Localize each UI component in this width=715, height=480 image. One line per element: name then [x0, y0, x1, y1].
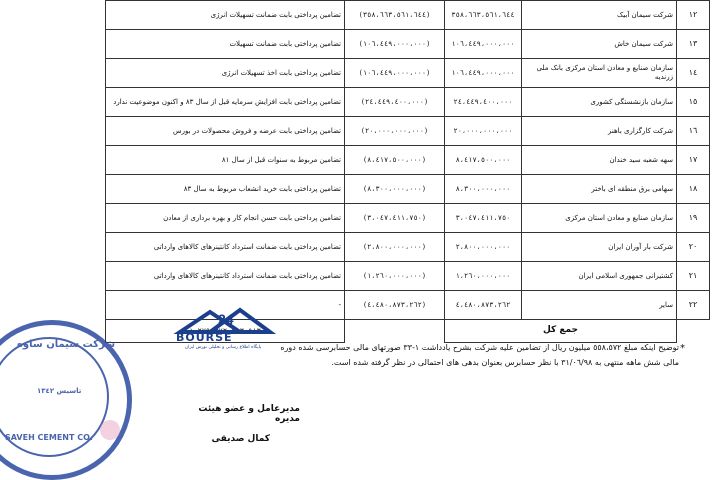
amount-cell: ١٠٦،٤٤٩،٠٠٠،٠٠٠: [445, 59, 522, 88]
provision-cell: (٢،٨٠٠،٠٠٠،٠٠٠): [345, 233, 445, 262]
company-cell: سازمان بازنشستگی کشوری: [522, 88, 677, 117]
signature-block: [180, 404, 300, 444]
provision-cell: (٢٤،٤٤٩،٤٠٠،٠٠٠): [345, 88, 445, 117]
total-value: ١،٢٧٩،٣٧٢،٩٨٣،٥١٣: [106, 320, 345, 343]
table-row: [66, 291, 710, 320]
provision-cell: (٣٥٨،٦٦٣،٥٦١،٦٤٤): [345, 1, 445, 30]
row-number: ١٤: [677, 59, 710, 88]
description-cell: تضامین پرداختی بابت ضمانت تسهیلات انرژی: [106, 1, 345, 30]
table-row: [66, 175, 710, 204]
amount-cell: ٨،٣٠٠،٠٠٠،٠٠٠: [445, 175, 522, 204]
provision-cell: (٨،٤١٧،٥٠٠،٠٠٠): [345, 146, 445, 175]
company-cell: سازمان صنایع و معادن استان مرکزی بانک ملی زرندیه: [522, 59, 677, 88]
table-row: [66, 88, 710, 117]
provision-cell: (٤،٤٨٠،٨٧٣،٢٦٢): [345, 291, 445, 320]
note-text: توضیح اینکه مبلغ ٥٥٨،٥٧٢ میلیون ریال از تضامین علیه شرکت بشرح یادداشت ١-٣٣ صورتهای مالی حسابرسی شده دوره مالی شش ماهه منتهی به ٣١/٠٦/٩٨ با نظر حسابرس بعنوان بدهی های احتمالی در نظر گرفته شده است.: [280, 343, 679, 368]
amount-cell: ١٠٦،٤٤٩،٠٠٠،٠٠٠: [445, 30, 522, 59]
company-cell: شرکت کارگزاری باهنر: [522, 117, 677, 146]
description-cell: تضامین پرداختی بابت حسن انجام کار و بهره برداری از معادن: [106, 204, 345, 233]
amount-cell: ١،٢٦٠،٠٠٠،٠٠٠: [445, 262, 522, 291]
description-cell: تضامین پرداختی بابت افزایش سرمایه قبل از سال ٨٣ و اکنون موضوعیت ندارد: [106, 88, 345, 117]
company-cell: شرکت سیمان آبیک: [522, 1, 677, 30]
description-cell: تضامین پرداختی بابت خرید انشعاب مربوط به سال ٨٣: [106, 175, 345, 204]
table-row: [66, 262, 710, 291]
table-row: [66, 204, 710, 233]
company-cell: سهامی برق منطقه ای باختر: [522, 175, 677, 204]
provision-cell: (٨،٣٠٠،٠٠٠،٠٠٠): [345, 175, 445, 204]
description-cell: تضامین پرداختی بابت ضمانت استرداد کانتینرهای کالاهای وارداتی: [106, 233, 345, 262]
pink-mark: [100, 420, 120, 440]
row-number: ٢١: [677, 262, 710, 291]
description-cell: تضامین پرداختی بابت ضمانت تسهیلات: [106, 30, 345, 59]
description-cell: تضامین مربوط به سنوات قبل از سال ٨١: [106, 146, 345, 175]
table-row: [66, 233, 710, 262]
description-cell: تضامین پرداختی بابت ضمانت استرداد کانتینرهای کالاهای وارداتی: [106, 262, 345, 291]
table-row: [66, 146, 710, 175]
description-cell: -: [106, 291, 345, 320]
table-row: [66, 117, 710, 146]
amount-cell: ٢،٨٠٠،٠٠٠،٠٠٠: [445, 233, 522, 262]
amount-cell: ٤،٤٨٠،٨٧٣،٢٦٢: [445, 291, 522, 320]
seal-year: تاسیس ١٣٤٢: [37, 387, 82, 395]
row-number: ١٨: [677, 175, 710, 204]
table-row: [66, 30, 710, 59]
description-cell: تضامین پرداختی بابت اخذ تسهیلات انرژی: [106, 59, 345, 88]
row-number: ١٩: [677, 204, 710, 233]
guarantees-table: [65, 0, 710, 343]
company-cell: شرکت سیمان خاش: [522, 30, 677, 59]
description-cell: تضامین پرداختی بابت عرضه و فروش محصولات در بورس: [106, 117, 345, 146]
row-number: ١٢: [677, 1, 710, 30]
company-cell: سهه شعبه سید خندان: [522, 146, 677, 175]
provision-cell: (٣،٠٤٧،٤١١،٧٥٠): [345, 204, 445, 233]
amount-cell: ٣،٠٤٧،٤١١،٧٥٠: [445, 204, 522, 233]
empty-cell: [677, 320, 710, 343]
amount-cell: ٨،٤١٧،٥٠٠،٠٠٠: [445, 146, 522, 175]
company-cell: کشتیرانی جمهوری اسلامی ایران: [522, 262, 677, 291]
provision-cell: (١،٢٦٠،٠٠٠،٠٠٠): [345, 262, 445, 291]
total-label: جمع کل: [445, 320, 677, 343]
company-cell: سایر: [522, 291, 677, 320]
row-number: ١٧: [677, 146, 710, 175]
company-cell: سازمان صنایع و معادن استان مرکزی: [522, 204, 677, 233]
provision-cell: (١٠٦،٤٤٩،٠٠٠،٠٠٠): [345, 30, 445, 59]
table-row: [66, 59, 710, 88]
amount-cell: ٢٤،٤٤٩،٤٠٠،٠٠٠: [445, 88, 522, 117]
logo-tagline: پایگاه اطلاع رسانی و تحلیلی بورس ایران: [184, 345, 262, 350]
row-number: ١٥: [677, 88, 710, 117]
seal-top-text: شرکت سیمان ساوه: [17, 339, 116, 350]
row-number: ٢٢: [677, 291, 710, 320]
seal-bottom-text: SAVEH CEMENT CO.: [5, 433, 93, 442]
amount-cell: ٢٠،٠٠٠،٠٠٠،٠٠٠: [445, 117, 522, 146]
svg-text:24: 24: [218, 311, 234, 327]
row-number: ١٣: [677, 30, 710, 59]
provision-cell: (١٠٦،٤٤٩،٠٠٠،٠٠٠): [345, 59, 445, 88]
signature-title: مدیرعامل و عضو هیئت مدیره: [198, 404, 300, 424]
company-cell: شرکت بار آوران ایران: [522, 233, 677, 262]
table-row: [66, 1, 710, 30]
company-seal: [0, 320, 132, 480]
amount-cell: ٣٥٨،٦٦٣،٥٦١،٦٤٤: [445, 1, 522, 30]
row-number: ٢٠: [677, 233, 710, 262]
provision-cell: (٢٠،٠٠٠،٠٠٠،٠٠٠): [345, 117, 445, 146]
signature-name: کمال صدیقی: [211, 434, 270, 444]
note-bullet: *: [680, 343, 685, 354]
logo-word: BOURSE: [176, 331, 233, 344]
row-number: ١٦: [677, 117, 710, 146]
